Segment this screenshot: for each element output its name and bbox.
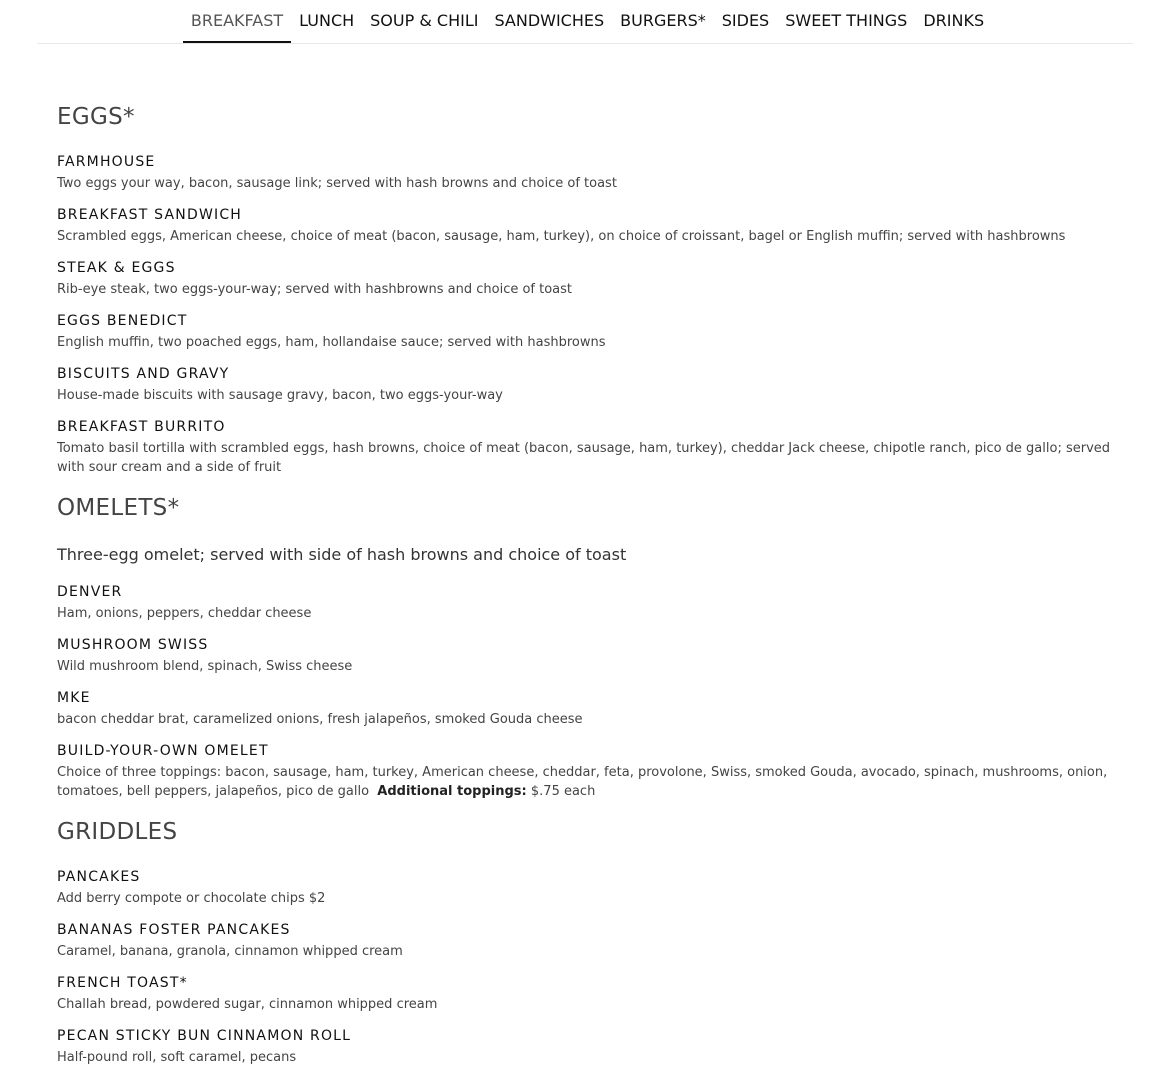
menu-item-name: BANANAS FOSTER PANCAKES	[57, 922, 291, 938]
menu-item	[57, 153, 1113, 193]
tab-breakfast[interactable]: BREAKFAST	[183, 0, 291, 43]
menu-item-description	[57, 763, 1113, 801]
menu-item	[57, 1027, 1113, 1067]
menu-item-name: BREAKFAST SANDWICH	[57, 207, 243, 223]
tab-lunch[interactable]: LUNCH	[299, 11, 355, 30]
menu-item	[57, 418, 1113, 477]
menu-item-name: STEAK & EGGS	[57, 260, 176, 276]
menu-item-description: Rib-eye steak, two eggs-your-way; served with hashbrowns and choice of toast	[57, 282, 573, 297]
section-title-griddles: GRIDDLES	[57, 819, 178, 845]
menu-item-name: FRENCH TOAST*	[57, 975, 188, 991]
menu-item-description: Half-pound roll, soft caramel, pecans	[57, 1050, 297, 1065]
menu-item-name: EGGS BENEDICT	[57, 313, 188, 329]
menu-item-name: PANCAKES	[57, 869, 141, 885]
menu-item-name: FARMHOUSE	[57, 154, 156, 170]
menu-item	[57, 689, 1113, 729]
menu-item-name: BISCUITS AND GRAVY	[57, 366, 230, 382]
tab-sweet-things[interactable]: SWEET THINGS	[785, 11, 908, 30]
menu-item-description: Caramel, banana, granola, cinnamon whipped cream	[57, 944, 403, 959]
menu-item-description: Ham, onions, peppers, cheddar cheese	[57, 606, 312, 621]
additional-toppings-label: Additional toppings:	[377, 784, 527, 799]
tab-soup-chili[interactable]: SOUP & CHILI	[370, 11, 479, 30]
tab-burgers[interactable]: BURGERS*	[620, 11, 706, 30]
menu-item	[57, 974, 1113, 1014]
menu-item	[57, 636, 1113, 676]
tab-list	[183, 0, 992, 43]
menu-item	[57, 921, 1113, 961]
additional-toppings-price: $.75 each	[530, 784, 596, 799]
menu-item	[57, 868, 1113, 908]
menu-item	[57, 259, 1113, 299]
menu-item-description: Tomato basil tortilla with scrambled eggs, hash browns, choice of meat (bacon, sausage, ham, turkey), cheddar Jack cheese, chipotle ranch, pico de gallo; served with sour cream and a side of fruit	[57, 441, 1111, 475]
menu-item-name: PECAN STICKY BUN CINNAMON ROLL	[57, 1028, 352, 1044]
menu-item-name: DENVER	[57, 584, 123, 600]
menu-item-name: BREAKFAST BURRITO	[57, 419, 226, 435]
menu-category-tabs	[37, 0, 1133, 44]
menu-item-description: bacon cheddar brat, caramelized onions, fresh jalapeños, smoked Gouda cheese	[57, 712, 583, 727]
tab-drinks[interactable]: DRINKS	[923, 11, 985, 30]
menu-item-description: Challah bread, powdered sugar, cinnamon whipped cream	[57, 997, 438, 1012]
menu-item-description: Two eggs your way, bacon, sausage link; served with hash browns and choice of toast	[57, 176, 617, 191]
menu-item-description-text: Choice of three toppings: bacon, sausage, ham, turkey, American cheese, cheddar, feta, provolone, Swiss, smoked Gouda, avocado, spinach, mushrooms, onion, tomatoes, bell peppers, jalapeños, pico de gallo	[57, 765, 1108, 799]
section-title-eggs: EGGS*	[57, 104, 135, 130]
menu-item-description: Wild mushroom blend, spinach, Swiss cheese	[57, 659, 353, 674]
menu-item-name: MKE	[57, 690, 91, 706]
section-intro-omelets: Three-egg omelet; served with side of hash browns and choice of toast	[57, 545, 627, 564]
section-title-omelets: OMELETS*	[57, 495, 180, 521]
menu-item	[57, 742, 1113, 801]
menu-item-description: English muffin, two poached eggs, ham, hollandaise sauce; served with hashbrowns	[57, 335, 606, 350]
menu-content	[0, 44, 1170, 1067]
menu-item	[57, 583, 1113, 623]
menu-item	[57, 206, 1113, 246]
menu-item	[57, 312, 1113, 352]
menu-item-description: House-made biscuits with sausage gravy, bacon, two eggs-your-way	[57, 388, 503, 403]
tab-sides[interactable]: SIDES	[721, 11, 770, 30]
tab-sandwiches[interactable]: SANDWICHES	[494, 11, 605, 30]
menu-item-description: Scrambled eggs, American cheese, choice of meat (bacon, sausage, ham, turkey), on choice of croissant, bagel or English muffin; served with hashbrowns	[57, 229, 1066, 244]
menu-item-name: BUILD-YOUR-OWN OMELET	[57, 743, 269, 759]
menu-item-description: Add berry compote or chocolate chips $2	[57, 891, 326, 906]
menu-item-name: MUSHROOM SWISS	[57, 637, 209, 653]
menu-item	[57, 365, 1113, 405]
